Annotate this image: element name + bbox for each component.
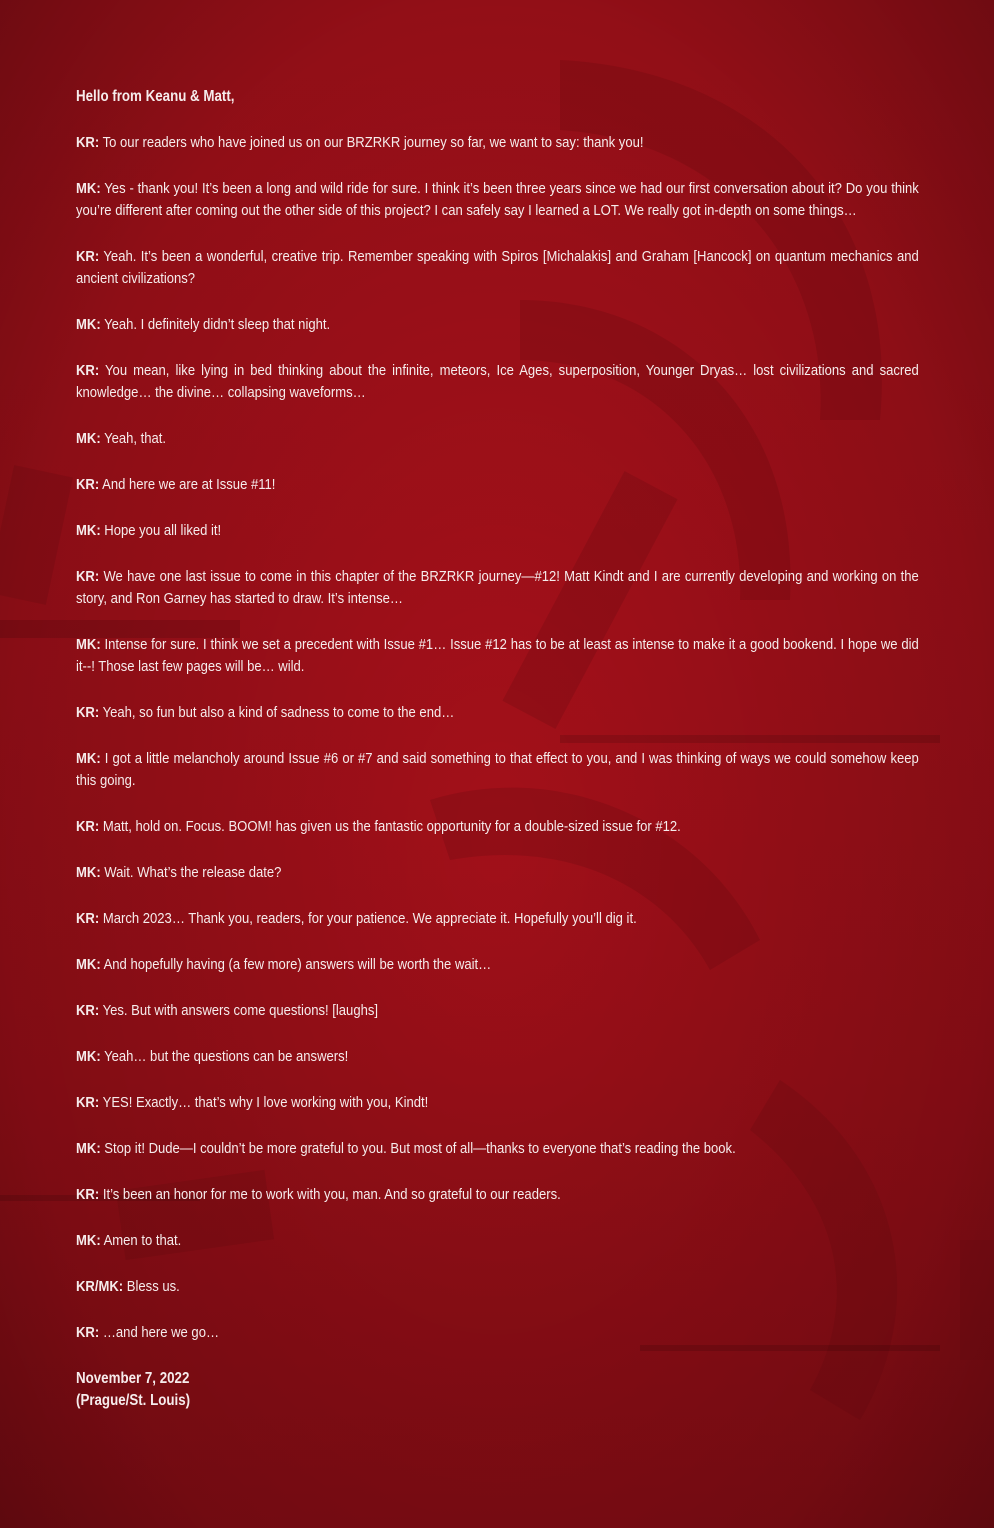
speaker-label: KR: xyxy=(76,818,100,835)
dialogue-text: Yeah. I definitely didn’t sleep that night. xyxy=(100,316,331,333)
speaker-label: MK: xyxy=(76,750,101,767)
dialogue-text: I got a little melancholy around Issue #6 or #7 and said something to that effect to you, and I was thinking of ways we could somehow keep this going. xyxy=(76,750,919,789)
dialogue-text: Yes - thank you! It’s been a long and wild ride for sure. I think it’s been three years since we had our first conversation about it? Do you think you’re different after coming out the other side of this project? I can safely say I learned a LOT. We really got in-depth on some things… xyxy=(76,180,919,219)
speaker-label: KR: xyxy=(76,704,100,721)
dialogue-entry xyxy=(76,474,919,496)
dialogue-entry xyxy=(76,1230,919,1252)
dialogue-text: Matt, hold on. Focus. BOOM! has given us the fantastic opportunity for a double-sized issue for #12. xyxy=(99,818,681,835)
speaker-label: MK: xyxy=(76,1048,101,1065)
signoff-date: November 7, 2022 xyxy=(76,1370,190,1387)
dialogue-entry xyxy=(76,954,919,976)
dialogue-entry xyxy=(76,566,919,610)
speaker-label: KR: xyxy=(76,362,100,379)
speaker-label: MK: xyxy=(76,636,101,653)
speaker-label: KR: xyxy=(76,248,100,265)
dialogue-entry xyxy=(76,748,919,792)
dialogue-text: Yeah, so fun but also a kind of sadness to come to the end… xyxy=(99,704,455,721)
dialogue-text: Intense for sure. I think we set a precedent with Issue #1… Issue #12 has to be at least as intense to make it a good bookend. I hope we did it--! Those last few pages will be… wild. xyxy=(76,636,919,675)
speaker-label: MK: xyxy=(76,956,101,973)
dialogue-entry xyxy=(76,1138,919,1160)
dialogue-entry xyxy=(76,178,919,222)
dialogue-entry xyxy=(76,1184,919,1206)
dialogue-entry xyxy=(76,360,919,404)
dialogue-text: Amen to that. xyxy=(100,1232,182,1249)
dialogue-text: Yes. But with answers come questions! [laughs] xyxy=(99,1002,379,1019)
dialogue-text: And hopefully having (a few more) answers will be worth the wait… xyxy=(100,956,492,973)
dialogue-text: Stop it! Dude—I couldn’t be more grateful to you. But most of all—thanks to everyone that’s reading the book. xyxy=(100,1140,736,1157)
dialogue-entry xyxy=(76,132,919,154)
speaker-label: KR: xyxy=(76,134,100,151)
dialogue-entry xyxy=(76,702,919,724)
speaker-label: KR: xyxy=(76,1324,100,1341)
speaker-label: MK: xyxy=(76,180,101,197)
dialogue-text: To our readers who have joined us on our BRZRKR journey so far, we want to say: thank you! xyxy=(99,134,644,151)
speaker-label: MK: xyxy=(76,1232,101,1249)
dialogue-entry xyxy=(76,634,919,678)
dialogue-text: Bless us. xyxy=(123,1278,180,1295)
dialogue-text: Hope you all liked it! xyxy=(100,522,222,539)
speaker-label: MK: xyxy=(76,522,101,539)
dialogue-entry xyxy=(76,816,919,838)
dialogue-entry xyxy=(76,246,919,290)
letter-body xyxy=(76,86,919,1412)
speaker-label: KR: xyxy=(76,1094,100,1111)
speaker-label: MK: xyxy=(76,1140,101,1157)
dialogue-text: We have one last issue to come in this chapter of the BRZRKR journey—#12! Matt Kindt and I are currently developing and working on the story, and Ron Garney has started to draw. It’s intense… xyxy=(76,568,919,607)
speaker-label: MK: xyxy=(76,864,101,881)
letter-greeting: Hello from Keanu & Matt, xyxy=(76,88,235,105)
dialogue-text: You mean, like lying in bed thinking about the infinite, meteors, Ice Ages, superposition, Younger Dryas… lost civilizations and sacred knowledge… the divine… collapsing waveforms… xyxy=(76,362,919,401)
dialogue-text: And here we are at Issue #11! xyxy=(99,476,276,493)
dialogue-entry xyxy=(76,908,919,930)
speaker-label: KR: xyxy=(76,568,100,585)
dialogue-text: Yeah. It’s been a wonderful, creative trip. Remember speaking with Spiros [Michalakis] and Graham [Hancock] on quantum mechanics and ancient civilizations? xyxy=(76,248,919,287)
dialogue-entry xyxy=(76,1276,919,1298)
dialogue-text: Wait. What’s the release date? xyxy=(100,864,282,881)
dialogue-entry xyxy=(76,1000,919,1022)
dialogue-text: March 2023… Thank you, readers, for your patience. We appreciate it. Hopefully you’ll dig it. xyxy=(99,910,637,927)
dialogue-entry xyxy=(76,428,919,450)
dialogue-text: It’s been an honor for me to work with you, man. And so grateful to our readers. xyxy=(99,1186,561,1203)
dialogue-entry xyxy=(76,520,919,542)
signoff-place: (Prague/St. Louis) xyxy=(76,1392,191,1409)
speaker-label: MK: xyxy=(76,430,101,447)
speaker-label: KR: xyxy=(76,1186,100,1203)
dialogue-entry xyxy=(76,314,919,336)
dialogue-entry xyxy=(76,1322,919,1344)
dialogue-entry xyxy=(76,1092,919,1114)
dialogue-entry xyxy=(76,1046,919,1068)
dialogue-text: …and here we go… xyxy=(99,1324,220,1341)
dialogue-text: YES! Exactly… that’s why I love working with you, Kindt! xyxy=(99,1094,429,1111)
speaker-label: KR: xyxy=(76,1002,100,1019)
speaker-label: KR/MK: xyxy=(76,1278,124,1295)
dialogue-text: Yeah… but the questions can be answers! xyxy=(100,1048,349,1065)
speaker-label: MK: xyxy=(76,316,101,333)
dialogue-text: Yeah, that. xyxy=(100,430,167,447)
dialogue-entry xyxy=(76,862,919,884)
speaker-label: KR: xyxy=(76,910,100,927)
speaker-label: KR: xyxy=(76,476,100,493)
letter-signoff xyxy=(76,1368,919,1412)
